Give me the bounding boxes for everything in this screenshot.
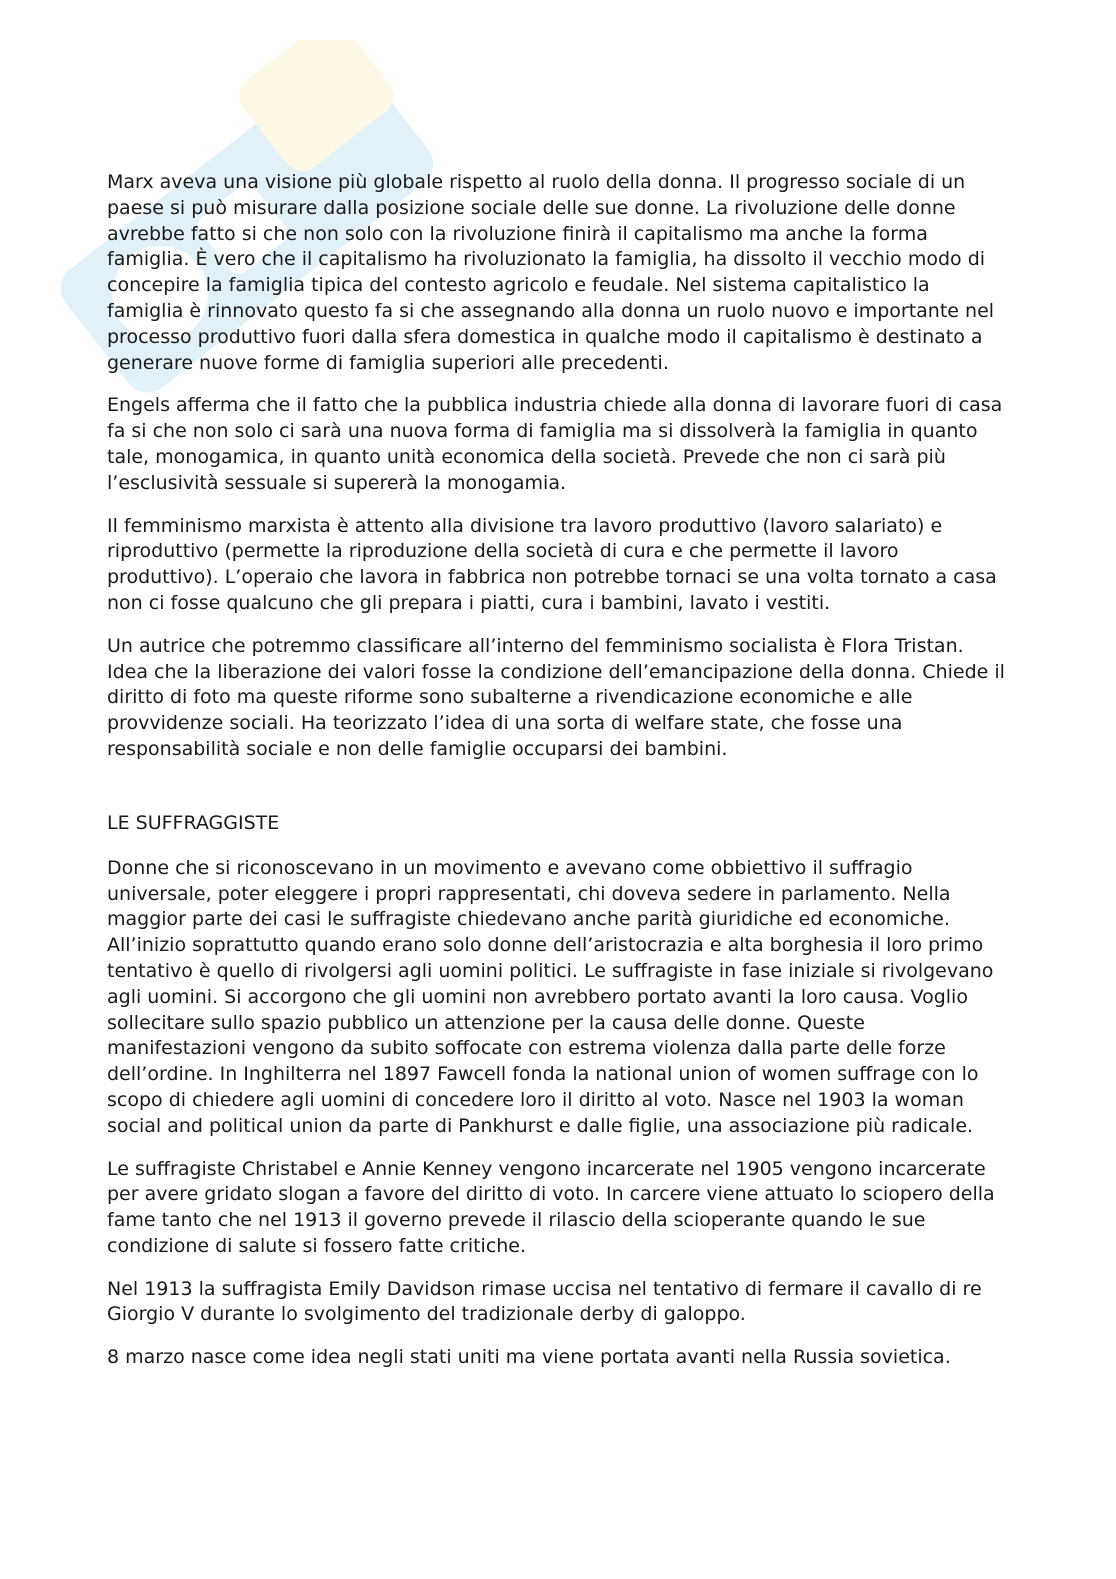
paragraph-flora-tristan: Un autrice che potremmo classificare all’interno del femminismo socialista è Flora Tristan. Idea che la liberazione dei valori fosse la condizione dell’emancipazione della donna. Chiede il diritto di foto ma queste riforme sono subalterne a rivendicazione economiche e alle provvidenze sociali. Ha teorizzato l’idea di una sorta di welfare state, che fosse una responsabilità sociale e non delle famiglie occuparsi dei bambini. (107, 634, 1005, 760)
paragraph-marxist-feminism: Il femminismo marxista è attento alla divisione tra lavoro produttivo (lavoro salariato) e riproduttivo (permette la riproduzione della società di cura e che permette il lavoro produttivo). L’operaio che lavora in fabbrica non potrebbe tornaci se una volta tornato a casa non ci fosse qualcuno che gli prepara i piatti, cura i bambini, lavato i vestiti. (107, 514, 997, 614)
paragraph-christabel-kenney: Le suffragiste Christabel e Annie Kenney vengono incarcerate nel 1905 vengono incarcerate per avere gridato slogan a favore del diritto di voto. In carcere viene attuato lo sciopero della fame tanto che nel 1913 il governo prevede il rilascio della scioperante quando le sue condizione di salute si fossero fatte critiche. (107, 1157, 995, 1257)
document-body (107, 170, 1007, 1388)
paragraph-8-marzo: 8 marzo nasce come idea negli stati uniti ma viene portata avanti nella Russia sovietica. (107, 1346, 951, 1369)
paragraph-marx: Marx aveva una visione più globale rispetto al ruolo della donna. Il progresso sociale di un paese si può misurare dalla posizione sociale delle sue donne. La rivoluzione delle donne avrebbe fatto si che non solo con la rivoluzione finirà il capitalismo ma anche la forma famiglia. È vero che il capitalismo ha rivoluzionato la famiglia, ha dissolto il vecchio modo di concepire la famiglia tipica del contesto agricolo e feudale. Nel sistema capitalistico la famiglia è rinnovato questo fa si che assegnando alla donna un ruolo nuovo e importante nel processo produttivo fuori dalla sfera domestica in qualche modo il capitalismo è destinato a generare nuove forme di famiglia superiori alle precedenti. (107, 171, 995, 374)
paragraph-engels: Engels afferma che il fatto che la pubblica industria chiede alla donna di lavorare fuori di casa fa si che non solo ci sarà una nuova forma di famiglia ma si dissolverà la famiglia in quanto tale, monogamica, in quanto unità economica della società. Prevede che non ci sarà più l’esclusività sessuale si supererà la monogamia. (107, 394, 1003, 494)
paragraph-emily-davidson: Nel 1913 la suffragista Emily Davidson rimase uccisa nel tentativo di fermare il cavallo di re Giorgio V durante lo svolgimento del tradizionale derby di galoppo. (107, 1277, 982, 1326)
section-heading: LE SUFFRAGGISTE (107, 811, 280, 834)
paragraph-suffragists: Donne che si riconoscevano in un movimento e avevano come obbiettivo il suffragio universale, poter eleggere i propri rappresentati, chi doveva sedere in parlamento. Nella maggior parte dei casi le suffragiste chiedevano anche parità giuridiche ed economiche. All’inizio soprattutto quando erano solo donne dell’aristocrazia e alta borghesia il loro primo tentativo è quello di rivolgersi agli uomini politici. Le suffragiste in fase iniziale si rivolgevano agli uomini. Si accorgono che gli uomini non avrebbero portato avanti la loro causa. Voglio sollecitare sullo spazio pubblico un attenzione per la causa delle donne. Queste manifestazioni vengono da subito soffocate con estrema violenza dalla parte delle forze dell’ordine. In Inghilterra nel 1897 Fawcell fonda la national union of women suffrage con lo scopo di chiedere agli uomini di concedere loro il diritto al voto. Nasce nel 1903 la woman social and political union da parte di Pankhurst e dalle figlie, una associazione più radicale. (107, 856, 994, 1137)
